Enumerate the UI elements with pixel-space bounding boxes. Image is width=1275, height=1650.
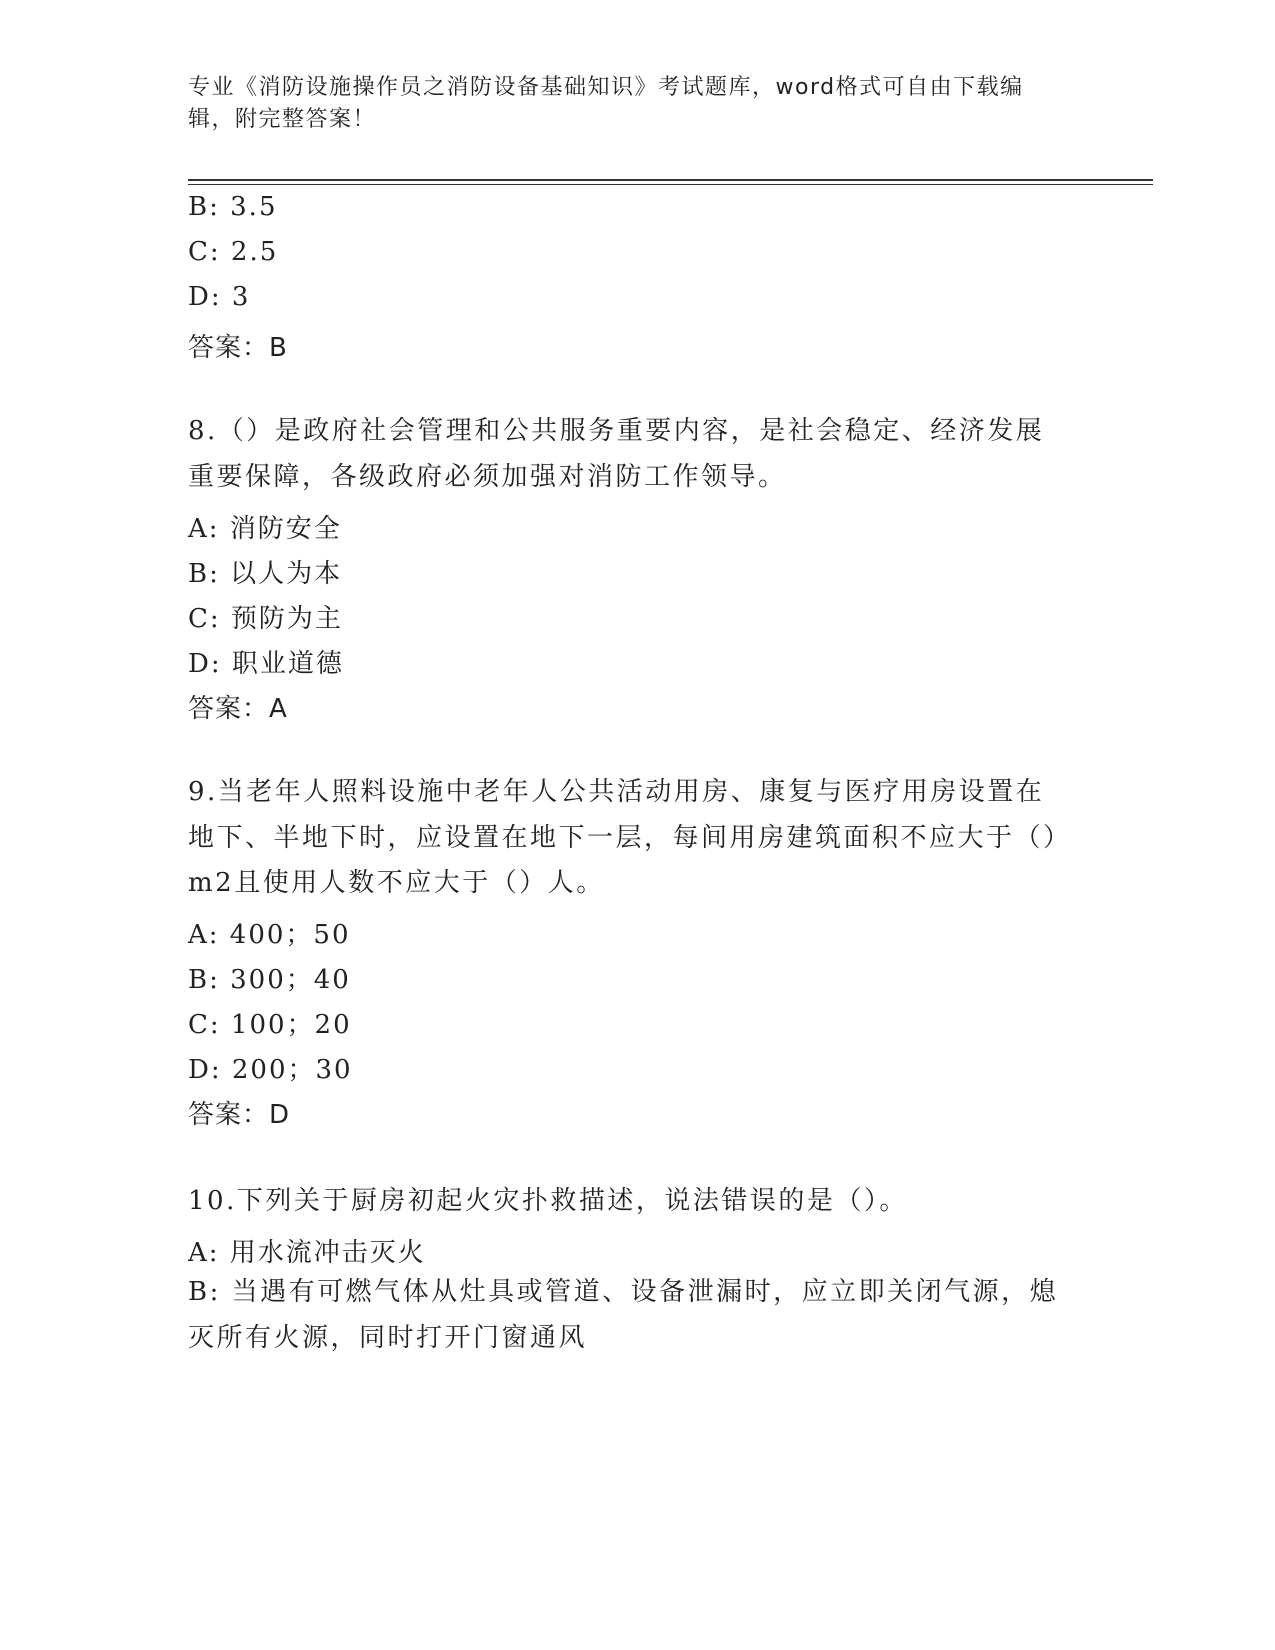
- q8-option-c: C: 预防为主: [188, 604, 343, 634]
- header-rule-thin: [188, 184, 1153, 185]
- q8-option-d: D: 职业道德: [188, 649, 344, 679]
- q10-option-a: A: 用水流冲击灭火: [188, 1238, 426, 1268]
- prev-answer: 答案：B: [188, 333, 288, 363]
- q9-option-d: D: 200；30: [188, 1055, 353, 1085]
- q9-text: 9.当老年人照料设施中老年人公共活动用房、康复与医疗用房设置在地下、半地下时，应设置在地下一层，每间用房建筑面积不应大于（）m2且使用人数不应大于（）人。: [188, 777, 1059, 898]
- q8-answer: 答案：A: [188, 694, 288, 724]
- q9-option-b: B: 300；40: [188, 965, 351, 995]
- header-rule: [188, 179, 1153, 181]
- prev-option-d: D: 3: [188, 282, 251, 312]
- q8-text: 8.（）是政府社会管理和公共服务重要内容，是社会稳定、经济发展重要保障，各级政府必须加强对消防工作领导。: [188, 416, 1045, 492]
- q10-text: 10.下列关于厨房初起火灾扑救描述，说法错误的是（）。: [188, 1186, 908, 1216]
- prev-option-b: B: 3.5: [188, 192, 278, 222]
- q9-option-c: C: 100；20: [188, 1010, 352, 1040]
- q8-option-b: B: 以人为本: [188, 559, 343, 589]
- prev-option-c: C: 2.5: [188, 237, 279, 267]
- q8-option-a: A: 消防安全: [188, 514, 342, 544]
- q9-answer: 答案：D: [188, 1100, 291, 1130]
- q10-option-b: B: 当遇有可燃气体从灶具或管道、设备泄漏时，应立即关闭气源，熄灭所有火源，同时打开门窗通风: [188, 1277, 1059, 1353]
- q9-option-a: A: 400；50: [188, 920, 351, 950]
- document-header: 专业《消防设施操作员之消防设备基础知识》考试题库，word格式可自由下载编辑，附完整答案！: [188, 75, 1024, 132]
